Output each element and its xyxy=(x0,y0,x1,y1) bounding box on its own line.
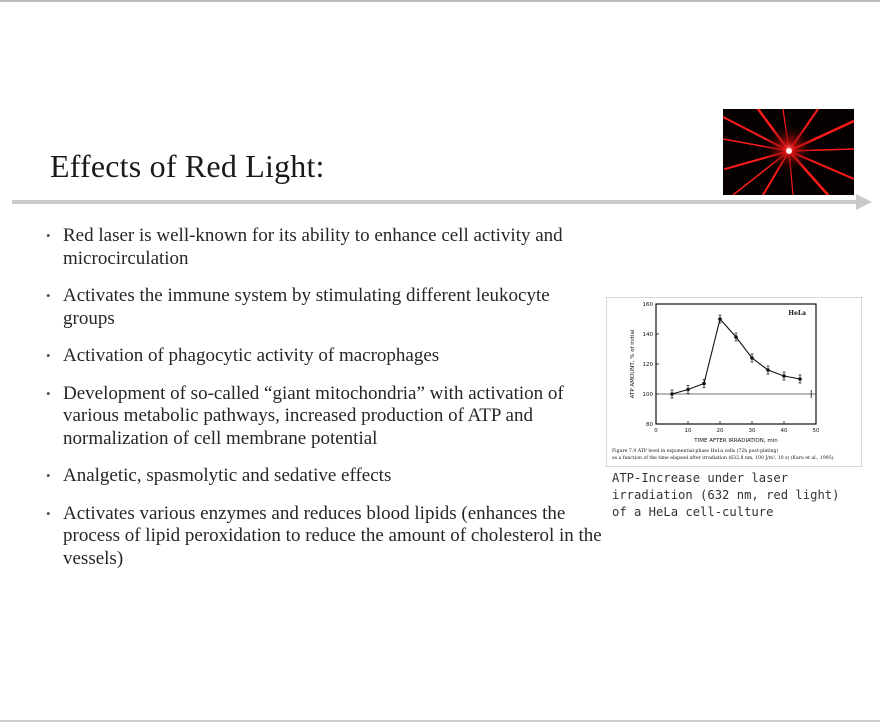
y-tick-label: 120 xyxy=(642,362,653,368)
y-tick-label: 160 xyxy=(642,302,653,308)
figure-caption-line-1: Figure 7.9 ATP level in exponential-phase HeLa cells (72h post-plating) xyxy=(612,449,779,454)
x-tick-label: 40 xyxy=(780,428,788,434)
data-point xyxy=(734,335,738,339)
bullet-text: Activates various enzymes and reduces blood lipids (enhances the process of lipid peroxidation to reduce the amount of cholesterol in the vessels) xyxy=(63,502,602,569)
bullet-text: Activation of phagocytic activity of macrophages xyxy=(63,345,440,366)
top-border xyxy=(0,0,880,2)
bottom-border xyxy=(0,720,880,722)
bullet-dot: • xyxy=(46,228,51,243)
bullet-list xyxy=(46,225,606,585)
data-point xyxy=(782,374,786,378)
data-point xyxy=(702,382,706,386)
bullet-item-analgetic-effects xyxy=(46,465,606,488)
bullet-dot: • xyxy=(46,505,51,521)
figure-caption-line-2: as a function of the time elapsed after irradiation (632.8 nm, 100 J/m², 10 s) (Karu et al., 1995). xyxy=(612,456,835,461)
atp-chart-figure xyxy=(606,297,862,467)
bullet-item-enzymes-blood-lipids xyxy=(46,503,606,571)
bullet-item-immune-system xyxy=(46,285,606,330)
y-tick-label: 100 xyxy=(642,392,653,398)
title-underline-arrow xyxy=(12,192,874,212)
data-point xyxy=(750,356,754,360)
data-point xyxy=(670,392,674,396)
bullet-dot: • xyxy=(46,468,51,483)
bullet-item-enhance-cell-activity xyxy=(46,225,606,270)
slide-title: Effects of Red Light: xyxy=(50,148,325,184)
x-tick-label: 50 xyxy=(812,428,820,434)
figure-caption-text: ATP-Increase under laser irradiation (632 nm, red light) of a HeLa cell-culture xyxy=(612,471,840,519)
x-tick-label: 20 xyxy=(716,428,724,434)
x-axis-label: TIME AFTER IRRADIATION, min xyxy=(694,438,778,444)
bullet-text: Activates the immune system by stimulating different leukocyte groups xyxy=(63,285,550,329)
x-tick-label: 10 xyxy=(684,428,692,434)
y-tick-label: 140 xyxy=(642,332,653,338)
bullet-dot: • xyxy=(46,348,51,363)
bullet-dot: • xyxy=(46,288,51,303)
x-tick-label: 30 xyxy=(748,428,756,434)
data-point xyxy=(798,377,802,381)
red-laser-beams-photo xyxy=(723,109,854,195)
bullet-text: Development of so-called “giant mitochondria” with activation of various metabolic pathways, increased production of ATP and normalization of cell membrane potential xyxy=(63,382,564,449)
bullet-item-giant-mitochondria xyxy=(46,383,606,451)
data-point xyxy=(766,368,770,372)
data-point xyxy=(718,317,722,321)
y-axis-label: ATP AMOUNT, % of initial xyxy=(630,329,636,399)
bullet-text: Red laser is well-known for its ability to enhance cell activity and microcirculation xyxy=(63,225,563,269)
bullet-item-phagocytic-activity xyxy=(46,345,606,368)
x-tick-label: 0 xyxy=(654,428,658,434)
bullet-text: Analgetic, spasmolytic and sedative effects xyxy=(63,465,392,486)
data-point xyxy=(686,388,690,392)
y-tick-label: 80 xyxy=(646,422,653,428)
chart-title: HeLa xyxy=(788,310,806,317)
bullet-dot: • xyxy=(46,385,51,401)
